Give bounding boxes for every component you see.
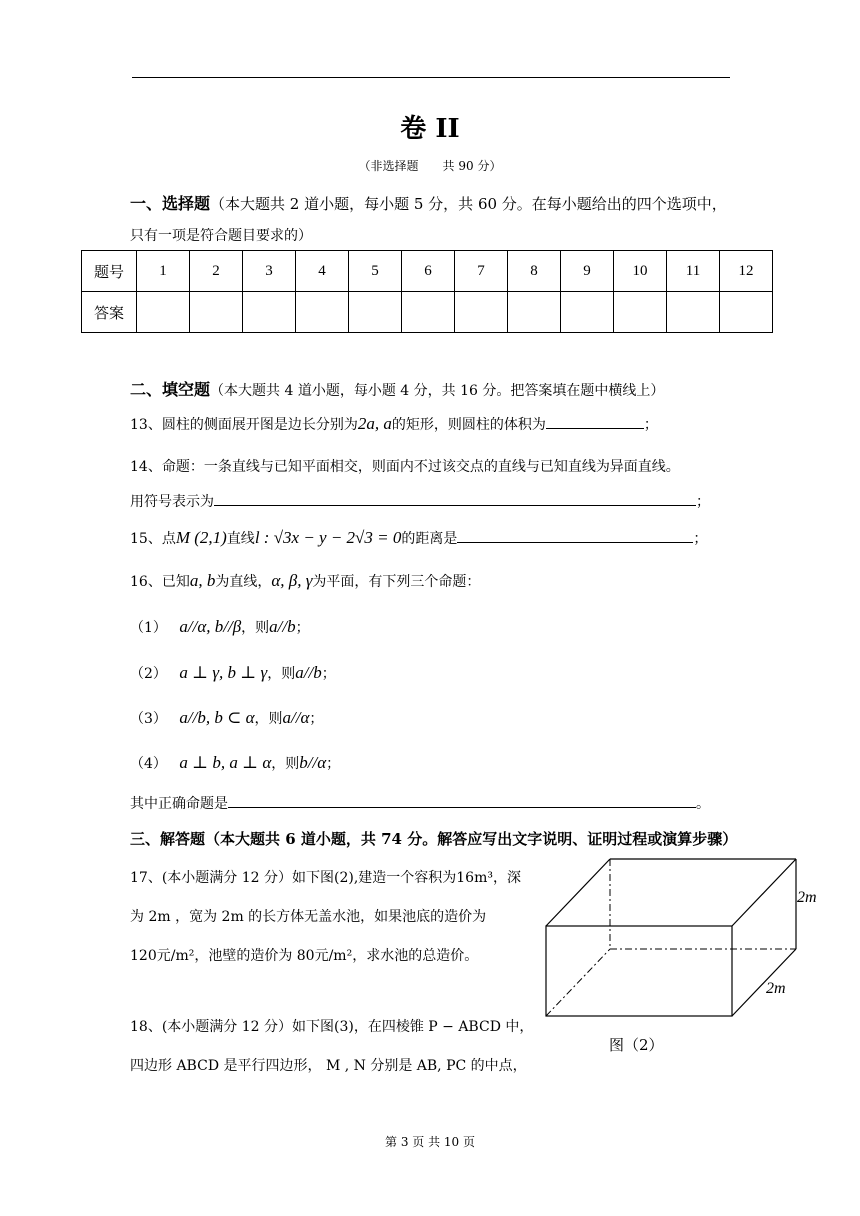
- q15-end: ；: [693, 531, 708, 547]
- answer-cell[interactable]: [296, 292, 349, 333]
- question-16-answer-line: [130, 793, 710, 813]
- section2-heading: 二、填空题: [130, 380, 211, 399]
- table-row: [82, 251, 773, 292]
- q16-text-2: 为直线，: [215, 574, 272, 590]
- q14-end: ；: [696, 494, 710, 510]
- prop-label: （1）: [130, 620, 167, 636]
- answer-cell[interactable]: [455, 292, 508, 333]
- question-13: [130, 414, 658, 434]
- prop-then: ，则: [267, 666, 296, 682]
- q16-math-planes: α, β, γ: [271, 571, 313, 590]
- q16-math-lines: a, b: [189, 571, 216, 590]
- prop-label: （3）: [130, 711, 167, 727]
- q16-text: 16、已知: [130, 574, 190, 590]
- prop-end: ；: [326, 756, 341, 772]
- prop-conclusion: b//α: [299, 753, 327, 772]
- q14-text: 用符号表示为: [130, 494, 214, 510]
- q18-line2: 四边形 ABCD 是平行四边形， M , N 分别是 AB, PC 的中点，: [130, 1058, 527, 1074]
- top-right-edge: [732, 859, 796, 926]
- prop-conclusion: a//b: [295, 663, 322, 682]
- answer-cell[interactable]: [243, 292, 296, 333]
- proposition-2: [130, 663, 336, 683]
- question-16: [130, 571, 480, 591]
- q15-math-point: M (2,1): [175, 528, 227, 547]
- section2-note: （本大题共 4 道小题，每小题 4 分，共 16 分。把答案填在题中横线上）: [210, 383, 665, 399]
- section1-heading: 一、选择题: [130, 194, 211, 213]
- answer-cell[interactable]: [190, 292, 243, 333]
- table-cell-number: 1: [137, 251, 190, 292]
- prop-conclusion: a//b: [269, 617, 296, 636]
- answer-cell[interactable]: [508, 292, 561, 333]
- answer-cell[interactable]: [349, 292, 402, 333]
- table-cell-number: 3: [243, 251, 296, 292]
- table-header-number: 题号: [82, 251, 137, 292]
- prop-then: ，则: [241, 620, 270, 636]
- prop-label: （4）: [130, 756, 167, 772]
- answer-cell[interactable]: [561, 292, 614, 333]
- q18-line1: 18、(本小题满分 12 分）如下图(3)，在四棱锥 P − ABCD 中，: [130, 1019, 534, 1035]
- q16-end: 。: [696, 796, 710, 812]
- prop-condition: a//α, b//β: [179, 617, 242, 636]
- prop-end: ；: [309, 711, 324, 727]
- q16-answer-blank[interactable]: [228, 793, 696, 808]
- section1-note-line2: 只有一项是符合题目要求的）: [130, 228, 312, 244]
- prop-condition: a//b, b ⊂ α: [179, 708, 255, 727]
- top-left-edge: [546, 859, 610, 926]
- header-rule: [132, 77, 730, 78]
- page-title: 卷 II: [400, 114, 460, 144]
- q13-math: 2a, a: [357, 414, 392, 433]
- q17-line3: 120元/m²，池壁的造价为 80元/m²，求水池的总造价。: [130, 948, 479, 964]
- q17-line1: 17、(本小题满分 12 分）如下图(2),建造一个容积为16m³，深: [130, 870, 521, 886]
- prop-then: ，则: [254, 711, 283, 727]
- q13-text-2: 的矩形，则圆柱的体积为: [391, 417, 546, 433]
- section1-heading-line: [130, 191, 727, 214]
- q15-text-2: 直线: [226, 531, 255, 547]
- q15-math-line: l : √3x − y − 2√3 = 0: [254, 528, 402, 547]
- table-cell-number: 10: [614, 251, 667, 292]
- answer-cell[interactable]: [614, 292, 667, 333]
- figure-height-label: 2m: [797, 889, 817, 906]
- box-figure: [540, 855, 830, 1025]
- q17-line2: 为 2m ，宽为 2m 的长方体无盖水池，如果池底的造价为: [130, 909, 487, 925]
- prop-condition: a ⊥ γ, b ⊥ γ: [179, 663, 268, 682]
- figure-caption: 图（2）: [609, 1036, 664, 1054]
- prop-label: （2）: [130, 666, 167, 682]
- bottom-right-edge: [732, 949, 796, 1016]
- answer-cell[interactable]: [720, 292, 773, 333]
- q14-line1: 14、命题：一条直线与已知平面相交，则面内不过该交点的直线与已知直线为异面直线。: [130, 459, 680, 475]
- q13-answer-blank[interactable]: [546, 414, 644, 429]
- question-14-line2: [130, 491, 710, 511]
- answer-cell[interactable]: [667, 292, 720, 333]
- section2-heading-line: [130, 377, 664, 400]
- prop-conclusion: a//α: [282, 708, 310, 727]
- page-subtitle: （非选择题 共 90 分）: [358, 159, 502, 173]
- page-footer: 第 3 页 共 10 页: [385, 1135, 475, 1149]
- table-cell-number: 5: [349, 251, 402, 292]
- q13-text: 13、圆柱的侧面展开图是边长分别为: [130, 417, 358, 433]
- answer-table: [81, 250, 773, 333]
- q16-answer-prefix: 其中正确命题是: [130, 796, 228, 812]
- table-cell-number: 4: [296, 251, 349, 292]
- hidden-bottom-left-edge: [546, 949, 610, 1016]
- q15-answer-blank[interactable]: [457, 528, 693, 543]
- prop-then: ，则: [271, 756, 300, 772]
- table-cell-number: 9: [561, 251, 614, 292]
- answer-cell[interactable]: [137, 292, 190, 333]
- table-cell-number: 6: [402, 251, 455, 292]
- q13-end: ；: [643, 417, 658, 433]
- figure-width-label: 2m: [766, 980, 786, 997]
- table-row: [82, 292, 773, 333]
- table-header-answer: 答案: [82, 292, 137, 333]
- prop-end: ；: [295, 620, 310, 636]
- table-cell-number: 12: [720, 251, 773, 292]
- table-cell-number: 11: [667, 251, 720, 292]
- proposition-1: [130, 617, 310, 637]
- prop-condition: a ⊥ b, a ⊥ α: [179, 753, 272, 772]
- q15-text: 15、点: [130, 531, 176, 547]
- table-cell-number: 8: [508, 251, 561, 292]
- question-15: [130, 528, 707, 548]
- q14-answer-blank[interactable]: [214, 491, 696, 506]
- q15-text-3: 的距离是: [401, 531, 458, 547]
- section1-note: （本大题共 2 道小题，每小题 5 分，共 60 分。在每小题给出的四个选项中，: [210, 195, 727, 213]
- prop-end: ；: [321, 666, 336, 682]
- answer-cell[interactable]: [402, 292, 455, 333]
- q16-text-3: 为平面，有下列三个命题：: [312, 574, 481, 590]
- table-cell-number: 2: [190, 251, 243, 292]
- proposition-3: [130, 708, 323, 728]
- proposition-4: [130, 753, 340, 773]
- front-face: [546, 926, 732, 1016]
- table-cell-number: 7: [455, 251, 508, 292]
- section3-heading: 三、解答题（本大题共 6 道小题，共 74 分。解答应写出文字说明、证明过程或演算步骤）: [130, 830, 738, 848]
